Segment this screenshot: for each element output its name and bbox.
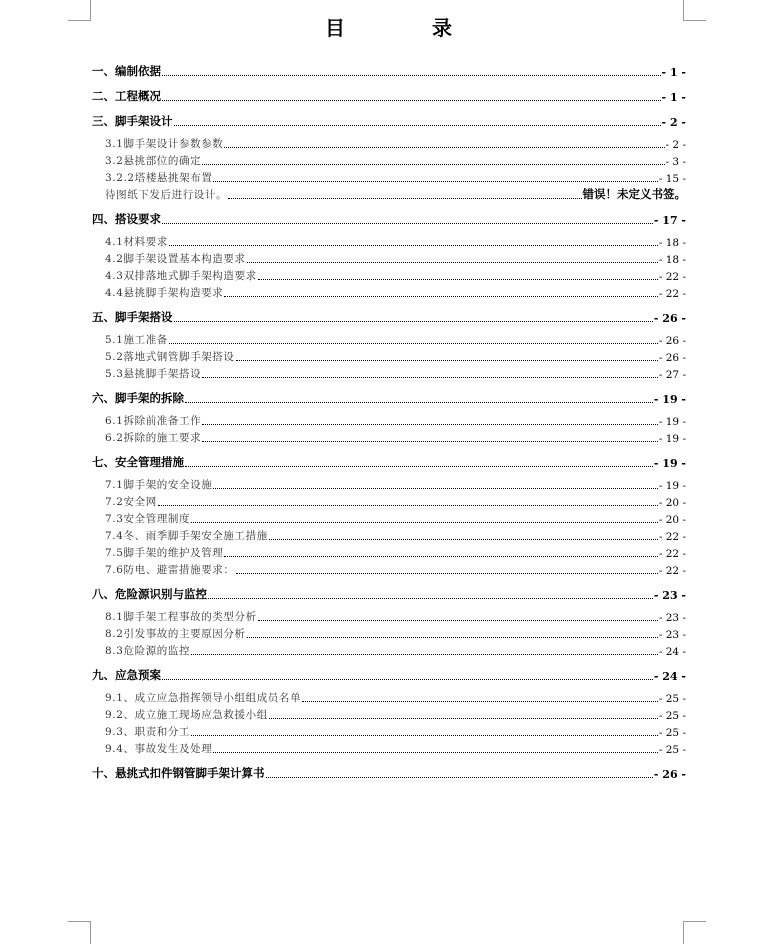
toc-entry-text: 七、安全管理措施 [92,455,184,469]
toc-heading-entry[interactable] [92,666,686,683]
toc-subentry[interactable] [92,544,686,560]
toc-entry-text: 5.3悬挑脚手架搭设 [105,368,202,380]
toc-entry-text: 9.1、成立应急指挥领导小组组成员名单 [105,692,302,704]
toc-entry-text: 7.5脚手架的维护及管理 [105,547,224,559]
toc-entry-text: 4.3双排落地式脚手架构造要求 [105,270,257,282]
toc-subentry[interactable] [92,510,686,526]
toc-entry-text: 五、脚手架搭设 [92,310,173,324]
toc-entry-text: 八、危险源识别与监控 [92,587,207,601]
toc-page-number: - 22 - [658,271,686,283]
toc-dot-leader [224,556,657,557]
toc-heading-entry[interactable] [92,453,686,470]
toc-page-number: - 19 - [653,457,686,470]
toc-subentry[interactable] [92,608,686,624]
toc-page-number: - 20 - [658,514,686,526]
toc-entry-text: 四、搭设要求 [92,212,161,226]
toc-heading-entry[interactable] [92,62,686,79]
toc-dot-leader [213,181,657,182]
toc-page-number: - 1 - [661,66,686,79]
toc-page-number: - 27 - [658,369,686,381]
toc-bookmark-error: 错误！未定义书签。 [582,187,686,201]
page-title: 目 录 [325,16,492,40]
toc-heading-entry[interactable] [92,87,686,104]
toc-subentry[interactable] [92,723,686,739]
toc-page-number: - 22 - [658,531,686,543]
toc-dot-leader [228,198,581,199]
toc-entry-text: 3.2悬挑部位的确定 [105,155,202,167]
toc-dot-leader [224,147,664,148]
toc-dot-leader [258,620,658,621]
toc-entry-text: 九、应急预案 [92,668,161,682]
toc-dot-leader [202,424,658,425]
toc-page-number: - 2 - [665,139,686,151]
toc-entry-text: 六、脚手架的拆除 [92,391,184,405]
toc-entry-text: 8.1脚手架工程事故的类型分析 [105,611,257,623]
toc-entry-text: 9.3、职责和分工 [105,726,191,738]
toc-dot-leader [213,752,658,753]
toc-page-number: - 26 - [653,312,686,325]
toc-page-number: - 25 - [658,727,686,739]
toc-subentry[interactable] [92,331,686,347]
toc-page-number: - 15 - [658,173,686,185]
toc-page-number: - 22 - [658,548,686,560]
toc-heading-entry[interactable] [92,210,686,227]
toc-page-number: - 19 - [658,416,686,428]
toc-page-number: - 24 - [653,670,686,683]
toc-entry-text: 7.6防电、避雷措施要求： [105,564,235,576]
toc-page-number: - 17 - [653,214,686,227]
toc-entry-text: 4.1材料要求 [105,236,168,248]
toc-subentry[interactable] [92,152,686,168]
toc-entry-text: 7.4冬、雨季脚手架安全施工措施 [105,530,268,542]
toc-dot-leader [224,296,657,297]
toc-dot-leader [302,701,658,702]
toc-subentry[interactable] [92,233,686,249]
toc-subentry[interactable] [92,348,686,364]
toc-page-number: - 18 - [658,237,686,249]
toc-entry-text: 4.4悬挑脚手架构造要求 [105,287,224,299]
toc-dot-leader [174,125,661,126]
toc-subentry[interactable] [92,135,686,151]
toc-dot-leader [169,343,658,344]
toc-subentry[interactable] [92,625,686,641]
toc-subentry[interactable] [92,250,686,266]
toc-subentry[interactable] [92,689,686,705]
toc-entry-text: 一、编制依据 [92,64,161,78]
toc-dot-leader [269,718,658,719]
toc-subentry[interactable] [92,412,686,428]
toc-dot-leader [191,522,658,523]
toc-dot-leader [162,75,661,76]
toc-entry-text: 待图纸下发后进行设计。 [105,189,228,201]
toc-entry-text: 5.2落地式钢管脚手架搭设 [105,351,235,363]
toc-page-number: - 24 - [658,646,686,658]
toc-dot-leader [174,321,653,322]
toc-entry-text: 十、悬挑式扣件钢管脚手架计算书 [92,766,265,780]
toc-subentry[interactable] [92,493,686,509]
toc-subentry[interactable] [92,706,686,722]
toc-entry-text: 8.3危险源的监控 [105,645,191,657]
toc-subentry[interactable] [92,186,686,202]
toc-subentry[interactable] [92,561,686,577]
toc-subentry[interactable] [92,169,686,185]
toc-dot-leader [191,654,658,655]
toc-dot-leader [208,598,653,599]
toc-heading-entry[interactable] [92,308,686,325]
toc-dot-leader [158,505,658,506]
toc-page-number: - 22 - [658,288,686,300]
toc-dot-leader [269,539,658,540]
toc-page-number: - 25 - [658,744,686,756]
toc-dot-leader [266,777,653,778]
toc-page-number: - 25 - [658,693,686,705]
toc-page-number: - 19 - [658,480,686,492]
toc-page-number: - 22 - [658,565,686,577]
toc-heading-entry[interactable] [92,764,686,781]
toc-entry-text: 三、脚手架设计 [92,114,173,128]
toc-entry-text: 9.4、事故发生及处理 [105,743,213,755]
toc-page-number: - 19 - [653,393,686,406]
toc-entry-text: 6.2拆除的施工要求 [105,432,202,444]
toc-page-number: - 26 - [658,335,686,347]
toc-dot-leader [162,679,653,680]
toc-entry-text: 6.1拆除前准备工作 [105,415,202,427]
toc-page-number: - 26 - [653,768,686,781]
toc-subentry[interactable] [92,527,686,543]
toc-subentry[interactable] [92,740,686,756]
toc-page-number: - 26 - [658,352,686,364]
toc-page-number: - 18 - [658,254,686,266]
toc-subentry[interactable] [92,476,686,492]
toc-dot-leader [162,100,661,101]
toc-entry-text: 3.2.2塔楼悬挑架布置 [105,172,213,184]
toc-dot-leader [247,262,658,263]
toc-page-number: - 20 - [658,497,686,509]
toc-dot-leader [191,735,658,736]
toc-page-number: - 23 - [658,612,686,624]
toc-entry-text: 7.1脚手架的安全设施 [105,479,213,491]
toc-dot-leader [236,573,658,574]
toc-dot-leader [236,360,658,361]
toc-entry-text: 3.1脚手架设计参数参数 [105,138,224,150]
toc-page-number: - 2 - [661,116,686,129]
table-of-contents [92,62,686,781]
toc-dot-leader [162,223,653,224]
toc-dot-leader [202,441,658,442]
toc-entry-text: 8.2引发事故的主要原因分析 [105,628,246,640]
toc-heading-entry[interactable] [92,585,686,602]
toc-dot-leader [213,488,658,489]
toc-entry-text: 4.2脚手架设置基本构造要求 [105,253,246,265]
toc-page-number: - 3 - [665,156,686,168]
toc-subentry[interactable] [92,365,686,381]
toc-entry-text: 5.1施工准备 [105,334,168,346]
toc-page-number: - 23 - [653,589,686,602]
toc-subentry[interactable] [92,284,686,300]
toc-page-number: - 25 - [658,710,686,722]
toc-entry-text: 7.3安全管理制度 [105,513,191,525]
toc-entry-text: 9.2、成立施工现场应急救援小组 [105,709,268,721]
toc-dot-leader [258,279,658,280]
toc-heading-entry[interactable] [92,112,686,129]
toc-page-number: - 1 - [661,91,686,104]
toc-entry-text: 7.2安全网 [105,496,157,508]
toc-subentry[interactable] [92,642,686,658]
toc-dot-leader [185,402,653,403]
toc-entry-text: 二、工程概况 [92,89,161,103]
toc-dot-leader [247,637,658,638]
toc-dot-leader [202,164,664,165]
toc-heading-entry[interactable] [92,389,686,406]
toc-subentry[interactable] [92,429,686,445]
toc-dot-leader [185,466,653,467]
toc-page-number: - 19 - [658,433,686,445]
toc-dot-leader [202,377,658,378]
toc-subentry[interactable] [92,267,686,283]
toc-dot-leader [169,245,658,246]
toc-page-number: - 23 - [658,629,686,641]
